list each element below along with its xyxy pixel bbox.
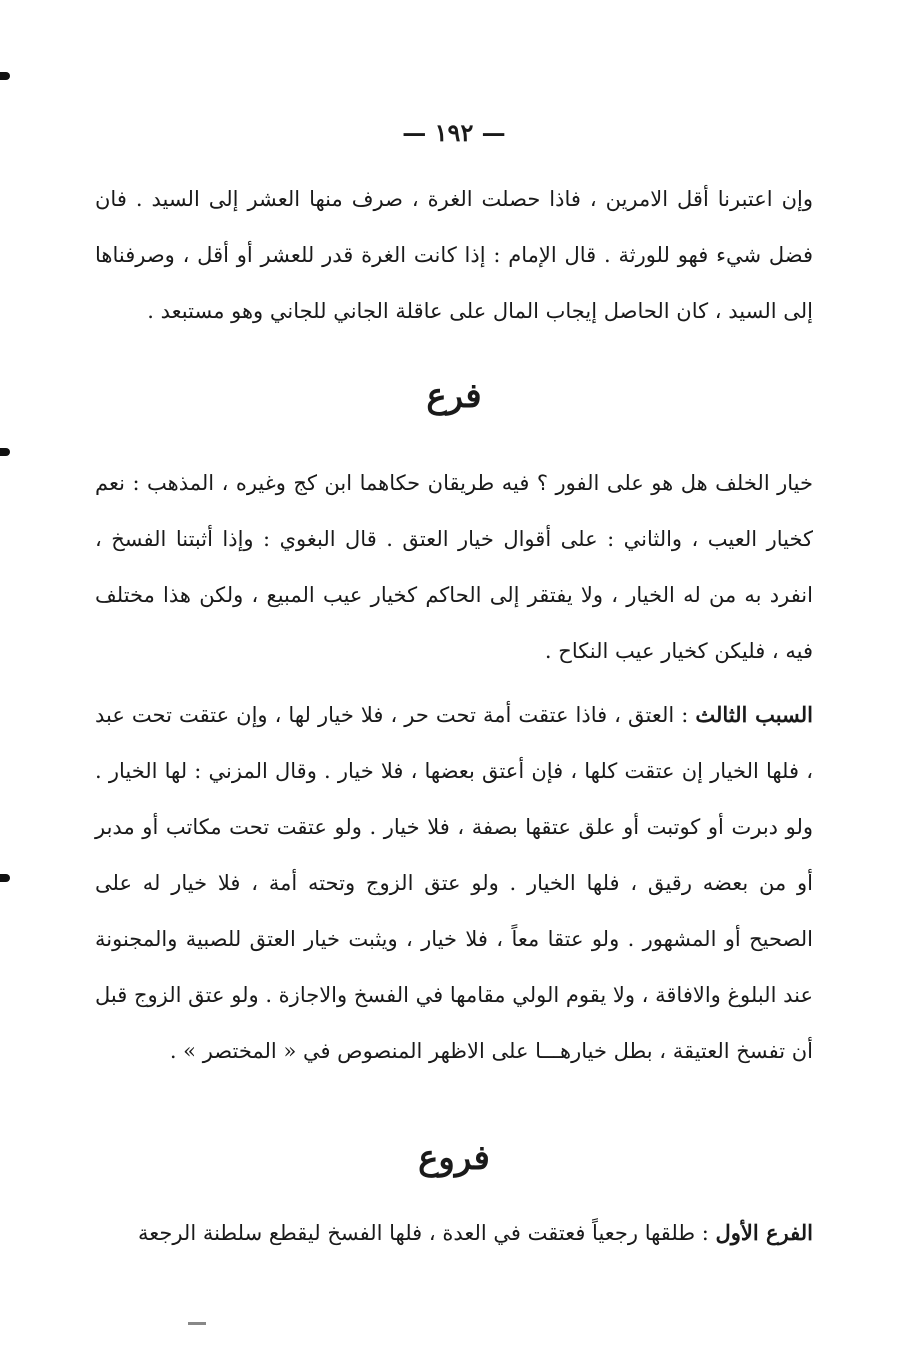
paragraph-4-body: : طلقها رجعياً فعتقت في العدة ، فلها الفسخ ليقطع سلطنة الرجعة — [137, 1221, 716, 1245]
page-number: — ١٩٢ — — [402, 118, 506, 147]
paragraph-2-text: خيار الخلف هل هو على الفور ؟ فيه طريقان حكاهما ابن كج وغيره ، المذهب : نعم كخيار العيب ، والثاني : على أقوال خيار العتق . قال البغوي : وإذا أثبتنا الفسخ ، انفرد به من له الخيار ، ولا يفتقر إلى الحاكم كخيار عيب المبيع ، ولكن هذا مختلف فيه ، فليكن كخيار عيب النكاح . — [95, 471, 813, 663]
paragraph-4 — [95, 1205, 813, 1261]
paragraph-3 — [95, 687, 813, 1079]
paragraph-1-text: وإن اعتبرنا أقل الامرين ، فاذا حصلت الغرة ، صرف منها العشر إلى السيد . فان فضل شيء فهو للورثة . قال الإمام : إذا كانت الغرة قدر للعشر أو أقل ، وصرفناها إلى السيد ، كان الحاصل إيجاب المال على عاقلة الجاني للجاني وهو مستبعد . — [95, 187, 813, 323]
section-heading-far: فرع — [426, 376, 482, 416]
scan-edge-mark — [0, 874, 10, 882]
paragraph-3-body: : العتق ، فاذا عتقت أمة تحت حر ، فلا خيار لها ، وإن عتقت تحت عبد ، فلها الخيار إن عتقت كلها ، فإن أعتق بعضها ، فلا خيار . وقال المزني : لها الخيار . ولو دبرت أو كوتبت أو علق عتقها بصفة ، فلا خيار . ولو عتقت تحت مكاتب أو مدبر أو من بعضه رقيق ، فلها الخيار . ولو عتق الزوج وتحته أمة ، فلا خيار له على الصحيح أو المشهور . ولو عتقا معاً ، فلا خيار ، ويثبت خيار العتق للصبية والمجنونة عند البلوغ والافاقة ، ولا يقوم الولي مقامها في الفسخ والاجازة . ولو عتق الزوج قبل أن تفسخ العتيقة ، بطل خيارهـــا على الاظهر المنصوص في « المختصر » . — [95, 703, 813, 1063]
scan-smudge — [188, 1322, 206, 1325]
paragraph-2 — [95, 455, 813, 679]
paragraph-3-lead: السبب الثالث — [695, 702, 813, 727]
paragraph-4-lead: الفرع الأول — [715, 1220, 813, 1245]
paragraph-4-text — [95, 1205, 813, 1261]
paragraph-3-text — [95, 687, 813, 1079]
scan-edge-mark — [0, 72, 10, 80]
paragraph-1 — [95, 171, 813, 339]
scan-edge-mark — [0, 448, 10, 456]
section-heading-furu: فروع — [418, 1138, 490, 1178]
